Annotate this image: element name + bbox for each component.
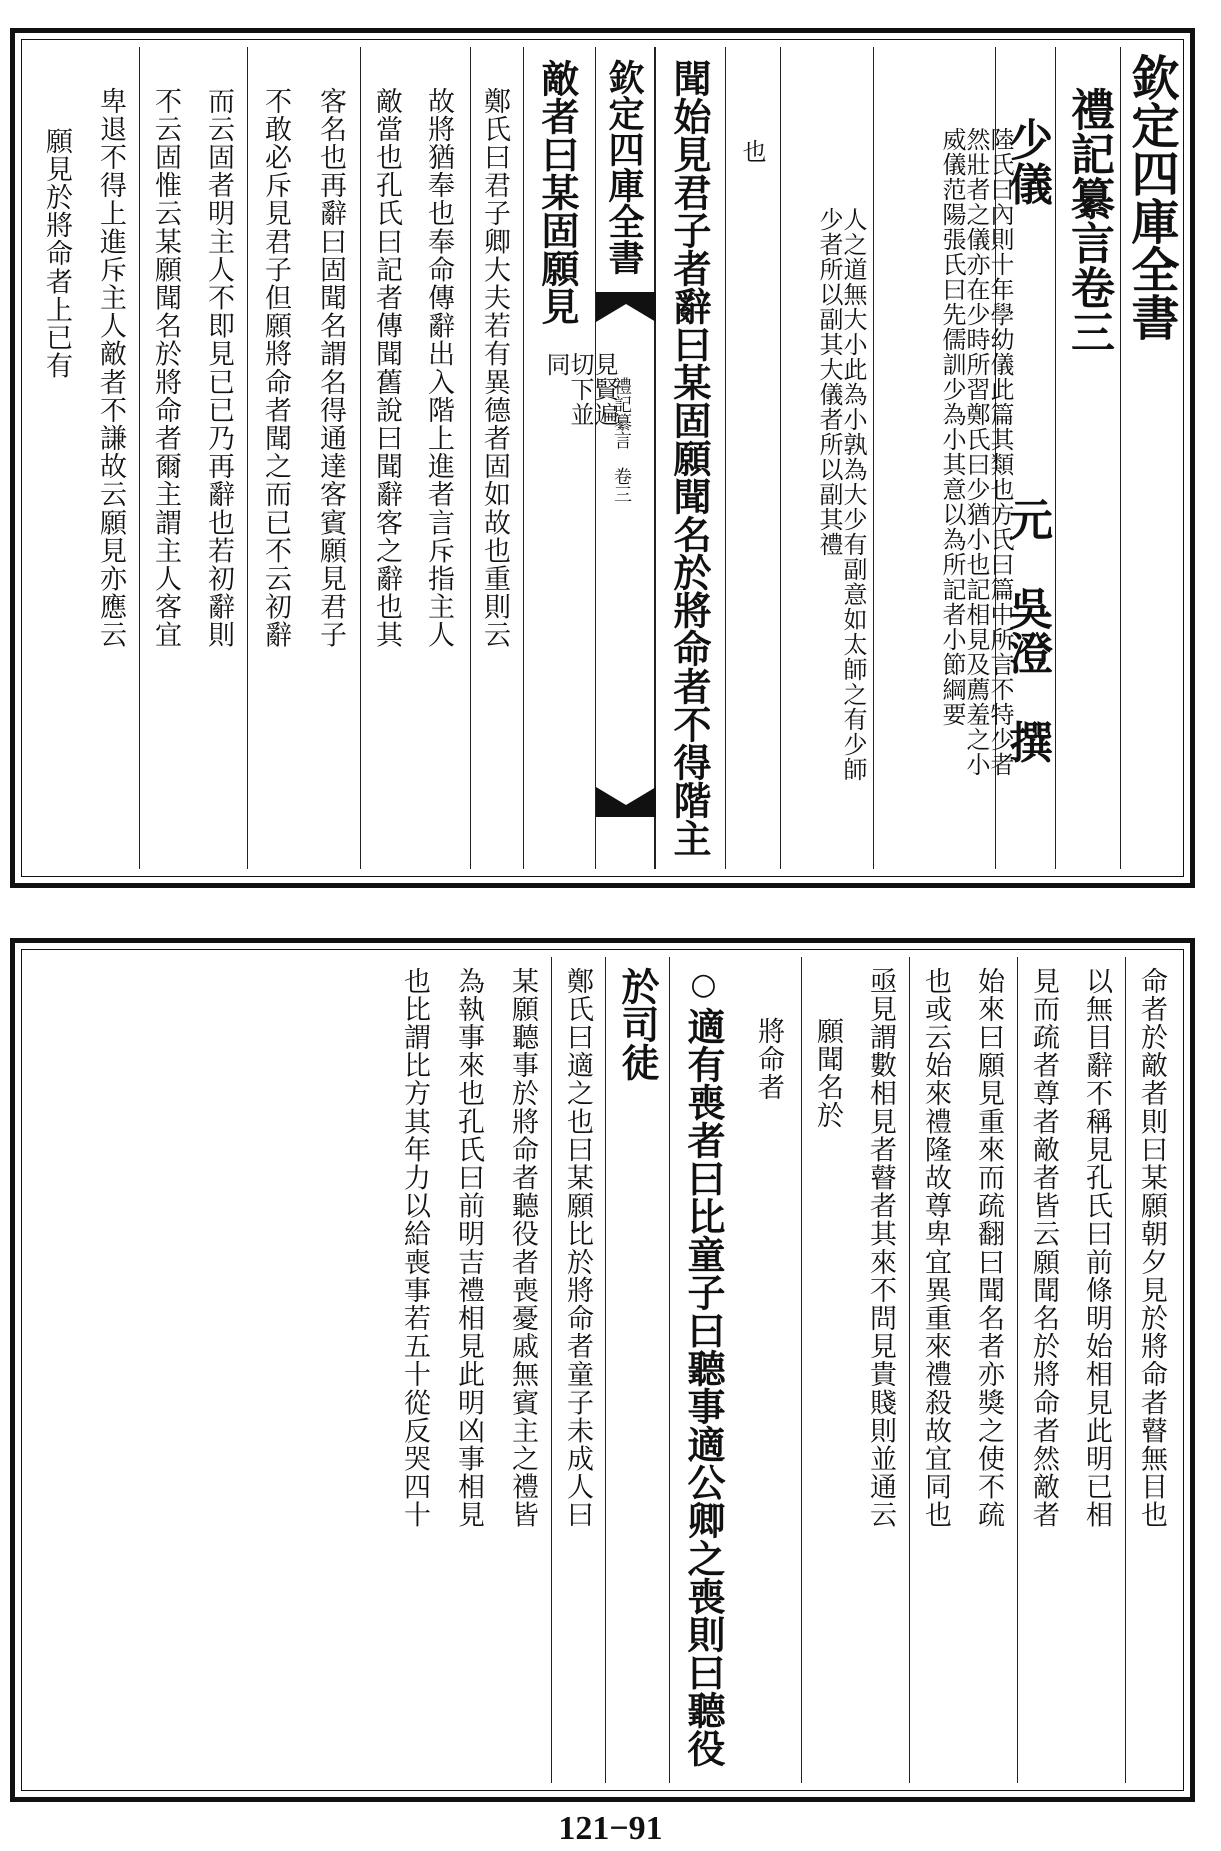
commentary: 故將猶奉也奉命傳辭出入階上進者言斥指主人 [423,87,454,649]
column [415,47,470,869]
commentary: 以無目辭不稱見孔氏曰前條明始相見此明已相 [1081,967,1112,1529]
column [963,957,1017,1783]
band-sub: 禮記纂言 卷三 [611,377,632,503]
column [669,957,741,1783]
commentary: 將命者 [753,1017,784,1102]
commentary: 也 [738,139,766,164]
page-number: 121−91 [558,1810,663,1847]
commentary: 願見於將命者上已有 [41,127,72,380]
commentary: 命者於敵者則曰某願朝夕見於將命者瞽無目也 [1136,967,1167,1529]
column [305,47,360,869]
column [523,47,618,869]
commentary: 也或云始來禮隆故尊卑宜異重來禮殺故宜同也 [920,967,951,1529]
commentary: 亟見謂數相見者瞽者其來不問見貴賤則並通云 [865,967,896,1529]
commentary: 始來曰願見重來而疏翻曰聞名者亦獎之使不疏 [973,967,1004,1529]
column [741,957,801,1783]
column [193,47,247,869]
gloss: 見賢遍切下並同 [542,352,618,427]
top-page [10,28,1195,888]
band-label: 欽定四庫全書 [603,59,645,275]
commentary: 也比謂比方其年力以給喪事若五十從反哭四十 [399,967,430,1529]
column [909,957,963,1783]
column [1120,47,1182,869]
commentary: 客名也再辭曰固聞名謂名得通達客賓願見君子 [315,87,346,649]
column [1055,47,1120,869]
column [855,957,909,1783]
column [85,47,139,869]
fish-tail-icon [596,292,656,332]
header-title: 欽定四庫全書 [1123,53,1179,341]
column [1017,957,1071,1783]
main-text: 於司徒 [615,967,660,1081]
main-text: 適有喪者曰比童子曰聽事適公卿之喪則曰聽役 [681,1007,726,1767]
commentary: 敵當也孔氏曰記者傳聞舊說曰聞辭客之辭也其 [371,87,402,649]
commentary: 鄭氏曰君子卿大夫若有異德者固如故也重則云 [479,87,510,649]
column [1071,957,1125,1783]
column [801,957,855,1783]
section-marker: ○ [686,967,721,1002]
column [873,47,1014,869]
bottom-page-left [10,938,610,1802]
column [31,47,85,869]
commentary: 願聞名於 [812,1017,843,1130]
column [655,47,725,869]
center-band [595,47,655,869]
commentary: 為執事來也孔氏曰前明吉禮相見此明凶事相見 [453,967,484,1529]
book-title: 禮記纂言卷三 [1063,87,1114,354]
main-text: 聞始見君子者辭曰某固願聞名於將命者不得階主 [667,59,712,857]
column [780,47,873,869]
fish-tail-icon [596,777,656,817]
column [605,957,669,1783]
column [725,47,780,869]
chapter-title: 少儀 [1001,117,1052,206]
commentary: 見而疏者尊者敵者皆云願聞名於將命者然敵者 [1028,967,1059,1529]
commentary: 某願聽事於將命者聽役者喪憂戚無賓主之禮皆 [507,967,538,1529]
column [247,47,305,869]
author-line: 元 吳澄 撰 [1001,497,1052,764]
column [470,47,523,869]
commentary: 不敢必斥見君子但願將命者聞之而已不云初辭 [260,87,291,649]
column [360,47,415,869]
column [139,47,193,869]
commentary: 不云固惟云某願聞名於將命者爾主謂主人客宜 [150,87,181,649]
commentary: 而云固者明主人不即見已已乃再辭也若初辭則 [203,87,234,649]
commentary: 卑退不得上進斥主人敵者不謙故云願見亦應云 [95,87,126,649]
main-text: 敵者曰某固願見 [535,59,580,325]
commentary: 鄭氏曰適之也曰某願比於將命者童子未成人曰 [562,967,593,1529]
column [1125,957,1182,1783]
commentary: 人之道無大小此為小孰為大少有副意如太師之有少師少者所以副其大儀者所以副其禮 [815,207,867,782]
commentary: 陸氏曰內則十年學幼儀此篇其類也方氏曰篇中所言不特少者然壯者之儀亦在少時所習鄭氏曰少猶小也記相見及薦羞之小威儀范陽張氏曰先儒訓少為小其意以為所記者小節綱要 [938,127,1014,777]
